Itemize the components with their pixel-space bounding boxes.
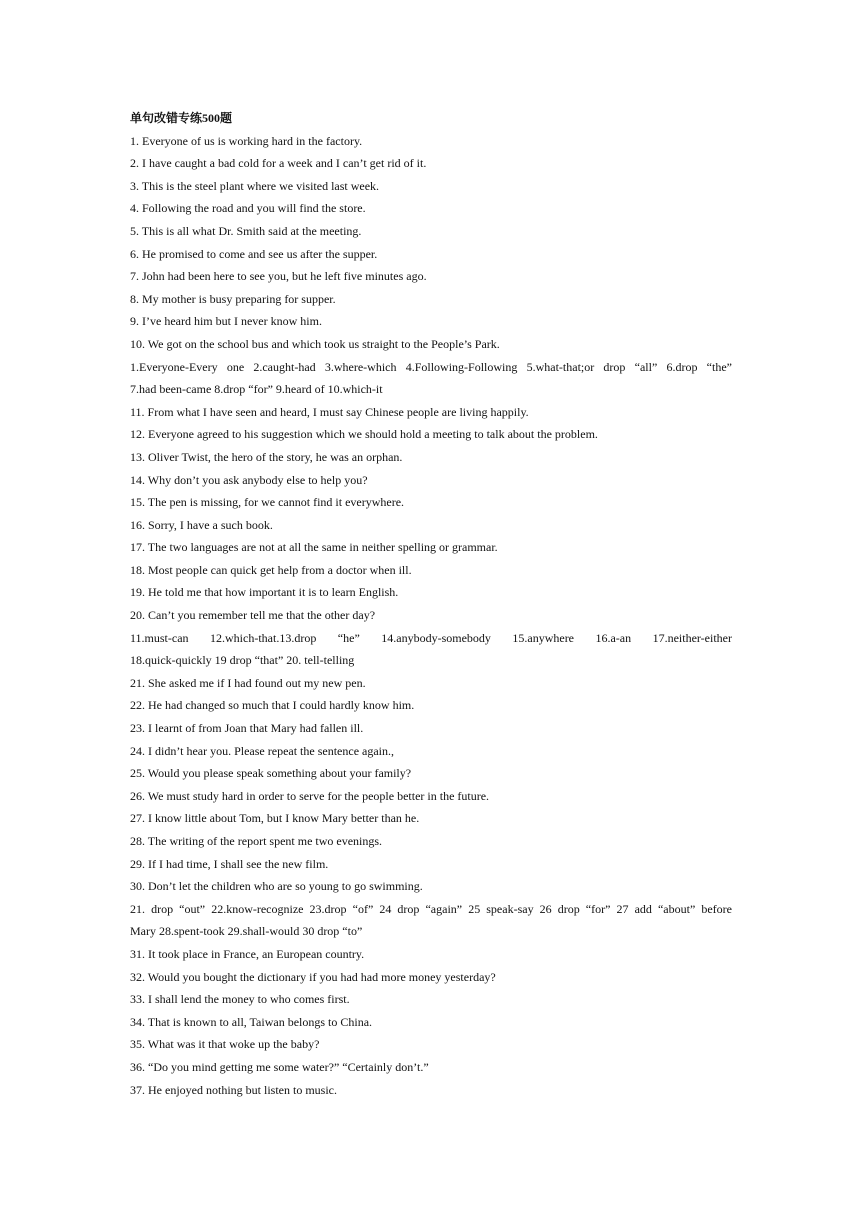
exercise-line: 28. The writing of the report spent me two evenings. (130, 834, 383, 848)
exercise-line: 17. The two languages are not at all the same in neither spelling or grammar. (130, 540, 498, 555)
exercise-line: 8. My mother is busy preparing for supper. (130, 291, 336, 306)
exercise-line: 11. From what I have seen and heard, I must say Chinese people are living happily. (130, 404, 529, 419)
exercise-line: 16. Sorry, I have a such book. (130, 517, 273, 532)
exercise-line: 6. He promised to come and see us after the supper. (130, 246, 378, 261)
exercise-line: 32. Would you bought the dictionary if you had had more money yesterday? (130, 969, 496, 984)
exercise-line: 5. This is all what Dr. Smith said at the meeting. (130, 223, 362, 238)
answer-key-line: 1.Everyone-Every one 2.caught-had 3.where-which 4.Following-Following 5.what-that;or drop “all” 6.drop “the” (130, 359, 732, 374)
exercise-line: 18. Most people can quick get help from a doctor when ill. (130, 562, 412, 577)
exercise-line: 23. I learnt of from Joan that Mary had fallen ill. (130, 721, 364, 736)
exercise-line: 9. I’ve heard him but I never know him. (130, 314, 322, 329)
exercise-line: 31. It took place in France, an European country. (130, 946, 365, 961)
exercise-line: 36. “Do you mind getting me some water?” “Certainly don’t.” (130, 1059, 429, 1074)
exercise-line: 24. I didn’t hear you. Please repeat the sentence again., (130, 743, 395, 758)
answer-key-line: Mary 28.spent-took 29.shall-would 30 drop “to” (130, 924, 363, 939)
exercise-list (130, 130, 732, 1102)
exercise-line: 10. We got on the school bus and which took us straight to the People’s Park. (130, 336, 500, 351)
exercise-line: 15. The pen is missing, for we cannot find it everywhere. (130, 495, 405, 510)
exercise-line: 19. He told me that how important it is to learn English. (130, 585, 399, 600)
answer-key-line: 11.must-can 12.which-that.13.drop “he” 14.anybody-somebody 15.anywhere 16.a-an 17.neither-either (130, 630, 732, 645)
exercise-line: 20. Can’t you remember tell me that the other day? (130, 608, 376, 623)
exercise-line: 3. This is the steel plant where we visited last week. (130, 178, 380, 193)
exercise-line: 33. I shall lend the money to who comes first. (130, 992, 350, 1007)
exercise-line: 37. He enjoyed nothing but listen to music. (130, 1082, 337, 1097)
exercise-line: 21. She asked me if I had found out my new pen. (130, 675, 366, 690)
document-body (130, 107, 732, 1101)
exercise-line: 12. Everyone agreed to his suggestion which we should hold a meeting to talk about the problem. (130, 427, 598, 442)
exercise-line: 34. That is known to all, Taiwan belongs to China. (130, 1014, 373, 1029)
answer-key-line: 18.quick-quickly 19 drop “that” 20. tell-telling (130, 653, 355, 668)
exercise-line: 22. He had changed so much that I could hardly know him. (130, 698, 415, 713)
exercise-line: 13. Oliver Twist, the hero of the story, he was an orphan. (130, 449, 403, 464)
answer-key-line: 7.had been-came 8.drop “for” 9.heard of 10.which-it (130, 382, 383, 397)
exercise-line: 7. John had been here to see you, but he left five minutes ago. (130, 269, 427, 284)
exercise-line: 26. We must study hard in order to serve for the people better in the future. (130, 788, 490, 803)
exercise-line: 25. Would you please speak something about your family? (130, 766, 412, 781)
exercise-line: 30. Don’t let the children who are so young to go swimming. (130, 879, 423, 894)
exercise-line: 2. I have caught a bad cold for a week and I can’t get rid of it. (130, 156, 427, 171)
exercise-line: 1. Everyone of us is working hard in the factory. (130, 133, 363, 148)
exercise-line: 27. I know little about Tom, but I know Mary better than he. (130, 811, 420, 826)
exercise-line: 14. Why don’t you ask anybody else to help you? (130, 472, 368, 487)
exercise-line: 4. Following the road and you will find the store. (130, 201, 366, 216)
exercise-line: 29. If I had time, I shall see the new film. (130, 856, 329, 871)
document-title: 单句改错专练500题 (130, 111, 233, 125)
exercise-line: 35. What was it that woke up the baby? (130, 1037, 320, 1052)
answer-key-line: 21. drop “out” 22.know-recognize 23.drop “of” 24 drop “again” 25 speak-say 26 drop “for” 27 add “about” before (130, 901, 732, 916)
